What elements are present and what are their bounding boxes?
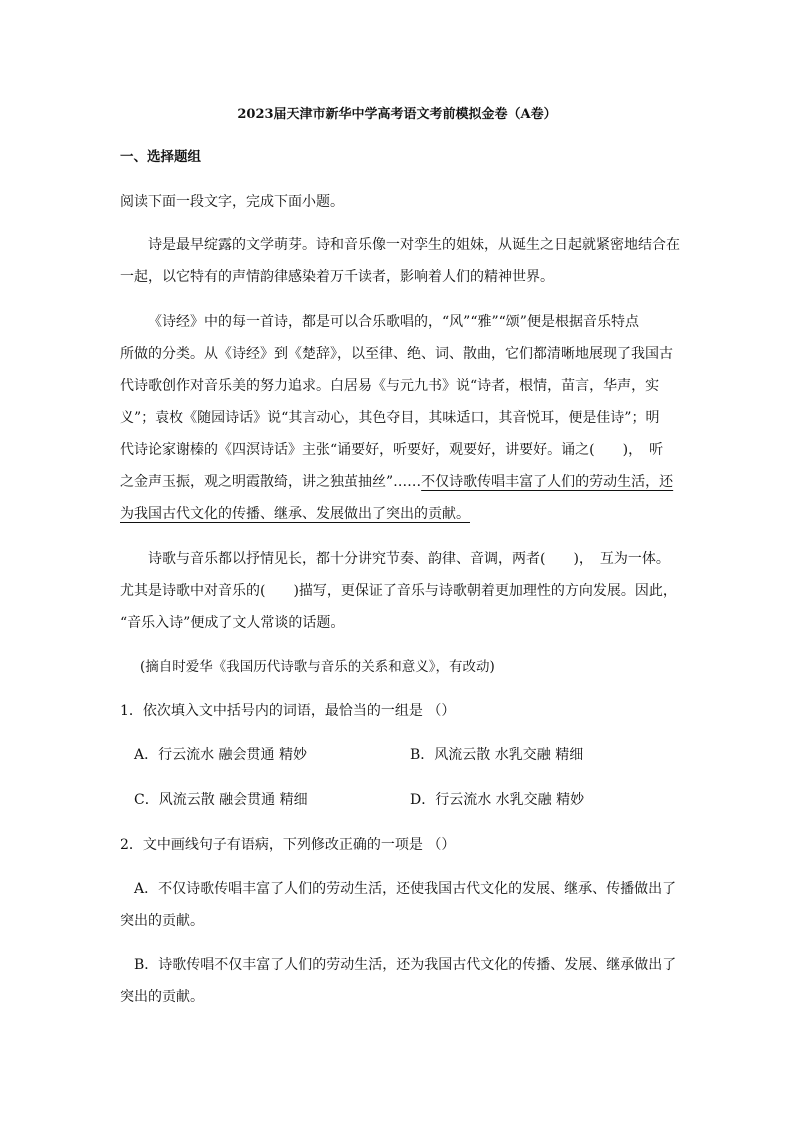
para2-line5: 代诗论家谢榛的《四溟诗话》主张“诵要好，听要好，观要好，讲要好。诵之( )， 听: [120, 442, 664, 458]
question2-option-a[interactable]: A．不仅诗歌传唱丰富了人们的劳动生活，还使我国古代文化的发展、继承、传播做出了: [134, 881, 677, 897]
para3-line1: 诗歌与音乐都以抒情见长，都十分讲究节奏、韵律、音调，两者( )， 互为一体。: [148, 551, 670, 567]
question1-option-a[interactable]: A．行云流水 融会贯通 精妙: [134, 747, 308, 763]
underlined-sentence-part2: 为我国古代文化的传播、继承、发展做出了突出的贡献。: [120, 506, 470, 522]
source-citation: (摘自时爱华《我国历代诗歌与音乐的关系和意义》，有改动): [140, 659, 495, 675]
para3-line3: “音乐入诗”便成了文人常谈的话题。: [120, 615, 345, 631]
document-title: 2023届天津市新华中学高考语文考前模拟金卷（A卷）: [237, 107, 557, 122]
para2-line4: 义”；袁枚《随园诗话》说“其言动心，其色夺目，其味适口，其音悦耳，便是佳诗”；明: [120, 410, 660, 426]
para1-line2: 一起，以它特有的声情韵律感染着万千读者，影响着人们的精神世界。: [120, 269, 554, 285]
para2-line2: 所做的分类。从《诗经》到《楚辞》，以至律、绝、词、散曲，它们都清晰地展现了我国古: [120, 346, 673, 362]
para2-line1: 《诗经》中的每一首诗，都是可以合乐歌唱的，“风”“雅”“颂”便是根据音乐特点: [148, 314, 639, 330]
para1-line1: 诗是最早绽露的文学萌芽。诗和音乐像一对孪生的姐妹，从诞生之日起就紧密地结合在: [148, 237, 680, 253]
question1-option-d[interactable]: D．行云流水 水乳交融 精妙: [410, 792, 585, 808]
section-heading: 一、选择题组: [120, 149, 201, 165]
para2-line7: [120, 504, 470, 524]
question2-option-b[interactable]: B．诗歌传唱不仅丰富了人们的劳动生活，还为我国古代文化的传播、发展、继承做出了: [134, 957, 677, 973]
para2-line3: 代诗歌创作对音乐美的努力追求。白居易《与元九书》说“诗者，根情，苗言，华声，实: [120, 378, 660, 394]
question1-option-b[interactable]: B．风流云散 水乳交融 精细: [410, 747, 584, 763]
question2-option-a-cont: 突出的贡献。: [120, 913, 204, 929]
question2-stem: 2．文中画线句子有语病，下列修改正确的一项是 （）: [120, 837, 456, 853]
question1-stem: 1．依次填入文中括号内的词语，最恰当的一组是 （）: [120, 703, 456, 719]
para2-line6-text: 之金声玉振，观之明霞散绮，讲之独茧抽丝”……: [120, 474, 422, 490]
para3-line2: 尤其是诗歌中对音乐的( )描写，更保证了音乐与诗歌朝着更加理性的方向发展。因此，: [120, 583, 677, 599]
question2-option-b-cont: 突出的贡献。: [120, 989, 204, 1005]
reading-instruction: 阅读下面一段文字，完成下面小题。: [120, 194, 344, 210]
para2-line6: [120, 472, 673, 492]
underlined-sentence-part1: 不仅诗歌传唱丰富了人们的劳动生活，还: [421, 474, 674, 490]
question1-option-c[interactable]: C．风流云散 融会贯通 精细: [134, 792, 308, 808]
